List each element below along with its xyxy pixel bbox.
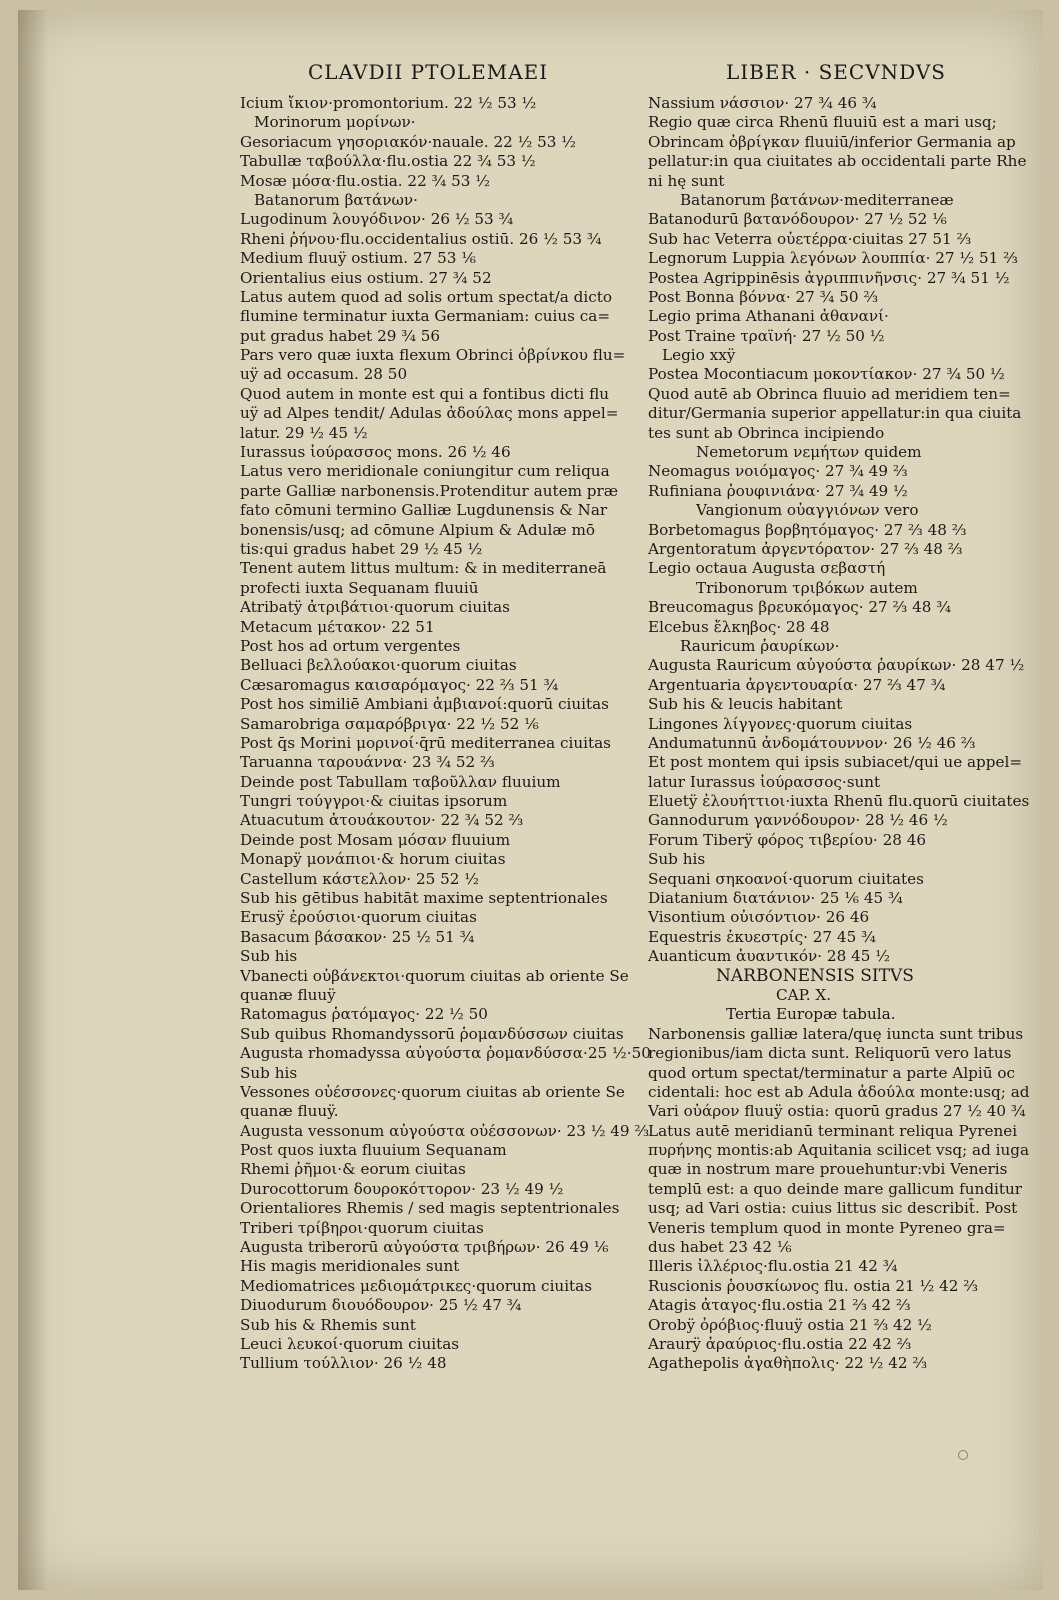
text-line: Tenent autem littus multum: & in mediterraneā bbox=[240, 559, 607, 578]
text-line: Cæsaromagus καισαρόμαγος· 22 ⅔ 51 ¾ bbox=[240, 675, 559, 694]
text-line: Sub his & Rhemis sunt bbox=[240, 1315, 416, 1334]
text-line: Neomagus νοιόμαγος· 27 ¾ 49 ⅔ bbox=[648, 462, 908, 481]
text-line: Metacum μέτακον· 22 51 bbox=[240, 617, 435, 636]
page-gutter-shadow bbox=[18, 10, 48, 1590]
text-line: uÿ ad occasum. 28 50 bbox=[240, 365, 408, 384]
text-line: Legio octaua Augusta σεβαστή bbox=[648, 559, 886, 578]
text-line: regionibus/iam dicta sunt. Reliquorū vero latus bbox=[648, 1044, 1012, 1063]
text-line: Medium fluuÿ ostium. 27 53 ⅙ bbox=[240, 249, 476, 268]
text-line: cidentali: hoc est ab Adula ἀδούλα monte:usq; ad bbox=[648, 1082, 1030, 1101]
text-line: Orientalius eius ostium. 27 ¾ 52 bbox=[240, 268, 492, 287]
text-line: Rhemi ῥῆμοι·& eorum ciuitas bbox=[240, 1160, 466, 1179]
text-line: Quod autē ab Obrinca fluuio ad meridiem ten= bbox=[648, 384, 1011, 403]
text-line: Sub his & leucis habitant bbox=[648, 695, 843, 714]
text-line: Rheni ῥήνου·flu.occidentalius ostiū. 26 ½ 53 ¾ bbox=[240, 229, 602, 248]
text-line: latur. 29 ½ 45 ½ bbox=[240, 423, 368, 442]
text-line: tes sunt ab Obrinca incipiendo bbox=[648, 423, 885, 442]
text-line: Nemetorum νεμήτων quidem bbox=[696, 443, 922, 462]
text-line: Atribatÿ ἀτριβάτιοι·quorum ciuitas bbox=[240, 598, 510, 617]
text-line: Vbanecti οὐβάνεκτοι·quorum ciuitas ab oriente Se bbox=[240, 966, 629, 985]
text-line: Vessones οὐέσσονες·quorum ciuitas ab oriente Se bbox=[240, 1082, 625, 1101]
text-line: Icium ἴκιον·promontorium. 22 ½ 53 ½ bbox=[240, 94, 537, 112]
text-line: flumine terminatur iuxta Germaniam: cuius ca= bbox=[240, 307, 611, 326]
text-line: Auanticum ἀυαντικόν· 28 45 ½ bbox=[648, 947, 890, 966]
section-title: NARBONENSIS SITVS bbox=[716, 965, 914, 986]
text-line: Eluetÿ ἐλουήττιοι·iuxta Rhenū flu.quorū ciuitates bbox=[648, 792, 1030, 811]
text-line: dus habet 23 42 ⅙ bbox=[648, 1238, 792, 1257]
text-line: Tribonorum τριβόκων autem bbox=[696, 578, 918, 597]
running-head-right: LIBER · SECVNDVS bbox=[726, 60, 946, 84]
text-line: Narbonensis galliæ latera/quę iuncta sunt tribus bbox=[648, 1024, 1024, 1043]
text-line: Mediomatrices μεδιομάτρικες·quorum ciuitas bbox=[240, 1276, 593, 1295]
text-line: quod ortum spectat/terminatur a parte Alpiū oc bbox=[648, 1063, 1016, 1082]
text-line: Iurassus ἰούρασσος mons. 26 ½ 46 bbox=[240, 443, 511, 462]
text-line: Sub his bbox=[240, 1063, 298, 1082]
text-line: Sub his bbox=[240, 947, 298, 966]
text-line: Monapÿ μονάπιοι·& horum ciuitas bbox=[240, 850, 506, 869]
text-line: quanæ fluuÿ bbox=[240, 985, 336, 1004]
text-line: fato cōmuni termino Galliæ Lugdunensis & Nar bbox=[240, 501, 608, 520]
text-line: Triberi τρίβηροι·quorum ciuitas bbox=[240, 1218, 484, 1237]
text-line: parte Galliæ narbonensis.Protenditur autem præ bbox=[240, 481, 619, 500]
text-line: tis:qui gradus habet 29 ½ 45 ½ bbox=[240, 539, 483, 558]
book-page bbox=[18, 10, 1043, 1590]
page-blemish bbox=[958, 1450, 968, 1460]
text-line: Post quos iuxta fluuium Sequanam bbox=[240, 1141, 507, 1160]
text-line: quanæ fluuÿ. bbox=[240, 1102, 339, 1121]
text-line: templū est: a quo deinde mare gallicum funditur bbox=[648, 1179, 1023, 1198]
text-line: Deinde post Tabullam ταβοῦλλαν fluuium bbox=[240, 772, 561, 791]
text-line: Post hos ad ortum vergentes bbox=[240, 636, 461, 655]
text-line: Taruanna ταρουάννα· 23 ¾ 52 ⅔ bbox=[240, 753, 495, 772]
text-line: put gradus habet 29 ¾ 56 bbox=[240, 326, 441, 345]
text-line: Lugodinum λουγόδινον· 26 ½ 53 ¾ bbox=[240, 210, 514, 229]
text-line: Orientaliores Rhemis / sed magis septentrionales bbox=[240, 1199, 620, 1218]
text-line: Sub quibus Rhomandyssorū ῥομανδύσσων ciuitas bbox=[240, 1024, 624, 1043]
text-line: Diuodurum διουόδουρον· 25 ½ 47 ¾ bbox=[240, 1296, 522, 1315]
text-line: Vari οὐάρον fluuÿ ostia: quorū gradus 27 ½ 40 ¾ bbox=[648, 1102, 1026, 1121]
text-line: quæ in nostrum mare prouehuntur:vbi Veneris bbox=[648, 1160, 1008, 1179]
text-line: Illeris ἰλλέριος·flu.ostia 21 42 ¾ bbox=[648, 1257, 898, 1276]
text-line: ditur/Germania superior appellatur:in qua ciuita bbox=[648, 404, 1022, 423]
text-line: Morinorum μορίνων· bbox=[254, 113, 416, 132]
text-line: Argentuaria ἀργεντουαρία· 27 ⅔ 47 ¾ bbox=[648, 675, 946, 694]
text-line: Atagis ἀταγος·flu.ostia 21 ⅔ 42 ⅔ bbox=[648, 1296, 911, 1315]
text-line: Sub his gētibus habitāt maxime septentrionales bbox=[240, 889, 608, 908]
text-line: Post Traine τραϊνή· 27 ½ 50 ½ bbox=[648, 326, 885, 345]
text-line: Latus autem quod ad solis ortum spectat/a dicto bbox=[240, 287, 612, 306]
text-line: Legio xxÿ bbox=[662, 346, 736, 365]
text-line: ni hę sunt bbox=[648, 171, 725, 190]
text-line: Visontium οὐισόντιον· 26 46 bbox=[648, 908, 870, 927]
text-line: Veneris templum quod in monte Pyreneo gra= bbox=[648, 1218, 1006, 1237]
text-line: Leuci λευκοί·quorum ciuitas bbox=[240, 1335, 460, 1353]
text-line: Post hos similiē Ambiani ἀμβιανοί:quorū ciuitas bbox=[240, 695, 609, 714]
text-line: Batanorum βατάνων· bbox=[254, 190, 418, 209]
text-line: latur Iurassus ἰούρασσος·sunt bbox=[648, 772, 881, 791]
text-line: Rauricum ῥαυρίκων· bbox=[680, 636, 840, 655]
text-line: Gannodurum γαννόδουρον· 28 ½ 46 ½ bbox=[648, 811, 948, 830]
text-line: Vangionum οὐαγγιόνων vero bbox=[696, 501, 919, 520]
table-reference: Tertia Europæ tabula. bbox=[726, 1005, 896, 1024]
text-line: Postea Mocontiacum μοκοντίακον· 27 ¾ 50 ½ bbox=[648, 365, 1005, 384]
text-line: Augusta triberorū αὐγούστα τριβήρων· 26 49 ⅙ bbox=[240, 1238, 609, 1257]
text-line: Equestris ἐκυεστρίς· 27 45 ¾ bbox=[648, 927, 876, 946]
text-line: Postea Agrippinēsis ἀγριππινῆνσις· 27 ¾ 51 ½ bbox=[648, 268, 1010, 287]
text-line: πυρήνης montis:ab Aquitania scilicet vsq; ad iuga bbox=[648, 1141, 1030, 1160]
text-line: Quod autem in monte est qui a fontibus dicti flu bbox=[240, 384, 609, 403]
text-line: profecti iuxta Sequanam fluuiū bbox=[240, 578, 479, 597]
text-line: Legnorum Luppia λεγόνων λουππία· 27 ½ 51 ⅔ bbox=[648, 249, 1018, 268]
text-line: Samarobriga σαμαρόβριγα· 22 ½ 52 ⅙ bbox=[240, 714, 539, 733]
text-line: Post q̄s Morini μορινοί·q̄rū mediterranea ciuitas bbox=[240, 733, 611, 752]
chapter-heading: CAP. X. bbox=[776, 985, 832, 1004]
text-line: Belluaci βελλούακοι·quorum ciuitas bbox=[240, 656, 517, 675]
text-line: Orobÿ ὀρόβιος·fluuÿ ostia 21 ⅔ 42 ½ bbox=[648, 1315, 932, 1334]
text-line: Sub his bbox=[648, 850, 706, 869]
text-line: Augusta vessonum αὐγούστα οὐέσσονων· 23 ½ 49 ⅔ bbox=[240, 1121, 650, 1140]
text-line: uÿ ad Alpes tendit/ Adulas ἀδούλας mons appel= bbox=[240, 404, 619, 423]
text-line: Borbetomagus βορβητόμαγος· 27 ⅔ 48 ⅔ bbox=[648, 520, 967, 539]
text-line: Agathepolis ἀγαθὴπολις· 22 ½ 42 ⅔ bbox=[648, 1354, 928, 1373]
text-line: Augusta Rauricum αὐγούστα ῥαυρίκων· 28 47 ½ bbox=[648, 656, 1025, 675]
text-line: Post Bonna βόννα· 27 ¾ 50 ⅔ bbox=[648, 287, 879, 306]
text-line: Tullium τούλλιον· 26 ½ 48 bbox=[240, 1354, 447, 1373]
text-line: Erusÿ ἐρούσιοι·quorum ciuitas bbox=[240, 908, 477, 927]
text-line: Sequani σηκοανοί·quorum ciuitates bbox=[648, 869, 924, 888]
left-text-column bbox=[240, 94, 651, 1374]
text-line: Argentoratum ἀργεντόρατον· 27 ⅔ 48 ⅔ bbox=[648, 539, 963, 558]
text-line: Elcebus ἔλκηβος· 28 48 bbox=[648, 617, 830, 636]
text-line: Ratomagus ῥατόμαγος· 22 ½ 50 bbox=[240, 1005, 488, 1024]
text-line: Regio quæ circa Rhenū fluuiū est a mari usq; bbox=[648, 113, 997, 132]
text-line: Atuacutum ἀτουάκουτον· 22 ¾ 52 ⅔ bbox=[240, 811, 524, 830]
text-line: Sub hac Veterra οὐετέρρα·ciuitas 27 51 ⅔ bbox=[648, 229, 972, 248]
text-line: Obrincam ὀβρίγκαν fluuiū/inferior Germania ap bbox=[648, 132, 1016, 151]
text-line: Ruscionis ῥουσκίωνος flu. ostia 21 ½ 42 ⅔ bbox=[648, 1276, 978, 1295]
text-line: Araurÿ ἀραύριος·flu.ostia 22 42 ⅔ bbox=[648, 1335, 912, 1353]
text-line: Durocottorum δουροκόττορον· 23 ½ 49 ½ bbox=[240, 1179, 564, 1198]
text-line: Lingones λίγγονες·quorum ciuitas bbox=[648, 714, 913, 733]
text-line: Forum Tiberÿ φόρος τιβερίου· 28 46 bbox=[648, 830, 927, 849]
text-line: Nassium νάσσιον· 27 ¾ 46 ¾ bbox=[648, 94, 877, 112]
text-line: Tungri τούγγροι·& ciuitas ipsorum bbox=[240, 792, 508, 811]
text-line: Legio prima Athanani ἀθανανί· bbox=[648, 307, 889, 326]
text-line: Latus vero meridionale coniungitur cum reliqua bbox=[240, 462, 610, 481]
text-line: Mosæ μόσα·flu.ostia. 22 ¾ 53 ½ bbox=[240, 171, 490, 190]
text-line: Rufiniana ῥουφινιάνα· 27 ¾ 49 ½ bbox=[648, 481, 908, 500]
text-line: Basacum βάσακον· 25 ½ 51 ¾ bbox=[240, 927, 475, 946]
text-line: Breucomagus βρευκόμαγος· 27 ⅔ 48 ¾ bbox=[648, 598, 951, 617]
text-line: usq; ad Vari ostia: cuius littus sic describit̄. Post bbox=[648, 1199, 1018, 1218]
right-text-column bbox=[648, 94, 1048, 1374]
text-line: bonensis/usq; ad cōmune Alpium & Adulæ mō bbox=[240, 520, 595, 539]
text-line: Batanorum βατάνων·mediterraneæ bbox=[680, 190, 954, 209]
text-line: Andumatunnū ἀνδομάτουννον· 26 ½ 46 ⅔ bbox=[648, 733, 976, 752]
text-line: Diatanium διατάνιον· 25 ⅙ 45 ¾ bbox=[648, 889, 903, 908]
text-line: His magis meridionales sunt bbox=[240, 1257, 460, 1276]
text-line: Augusta rhomadyssa αὐγούστα ῥομανδύσσα·25 ½·50 bbox=[240, 1044, 651, 1063]
text-line: pellatur:in qua ciuitates ab occidentali parte Rhe bbox=[648, 152, 1027, 171]
text-line: Castellum κάστελλον· 25 52 ½ bbox=[240, 869, 479, 888]
text-line: Tabullæ ταβούλλα·flu.ostia 22 ¾ 53 ½ bbox=[240, 152, 536, 171]
text-line: Latus autē meridianū terminant reliqua Pyrenei bbox=[648, 1121, 1018, 1140]
text-line: Et post montem qui ipsis subiacet/qui ue appel= bbox=[648, 753, 1023, 772]
text-line: Batanodurū βατανόδουρον· 27 ½ 52 ⅙ bbox=[648, 210, 947, 229]
text-line: Gesoriacum γησοριακόν·nauale. 22 ½ 53 ½ bbox=[240, 132, 577, 151]
running-head-left: CLAVDII PTOLEMAEI bbox=[308, 60, 549, 84]
text-line: Pars vero quæ iuxta flexum Obrinci ὀβρίνκου flu= bbox=[240, 346, 626, 365]
text-line: Deinde post Mosam μόσαν fluuium bbox=[240, 830, 511, 849]
